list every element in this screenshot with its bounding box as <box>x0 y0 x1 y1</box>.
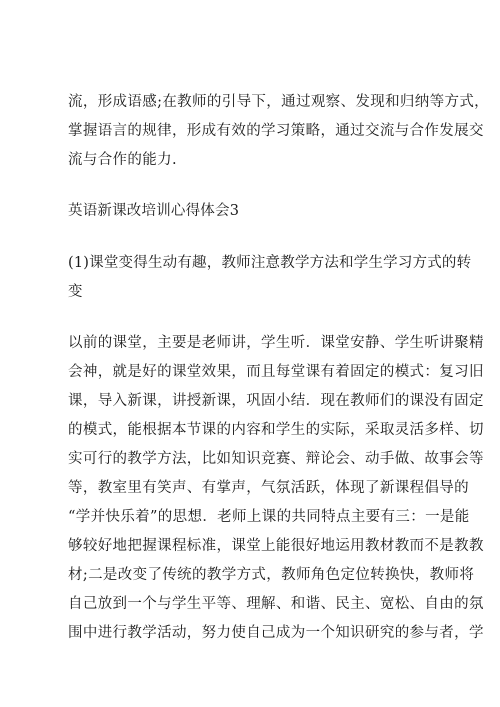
body-line-5: 实可行的教学方法，比如知识竞赛、辩论会、动手做、故事会等 <box>68 451 484 467</box>
intro-line-3: 流与合作的能力. <box>68 152 177 168</box>
body-line-8: 够较好地把握课程标准，课堂上能很好地运用教材教而不是教教 <box>68 538 484 554</box>
subheading-line-2: 变 <box>68 284 83 300</box>
body-line-6: 等，教室里有笑声、有掌声，气氛活跃，体现了新课程倡导的 <box>68 480 469 496</box>
section-title: 英语新课改培训心得体会3 <box>68 203 240 219</box>
body-line-7: “学并快乐着”的思想．老师上课的共同特点主要有三：一是能 <box>68 509 470 525</box>
body-line-4: 的模式，能根据本节课的内容和学生的实际，采取灵活多样、切 <box>68 422 484 438</box>
body-line-2: 会神，就是好的课堂效果，而且每堂课有着固定的模式：复习旧 <box>68 364 484 380</box>
intro-line-1: 流，形成语感;在教师的引导下，通过观察、发现和归纳等方式， <box>68 94 490 110</box>
intro-line-2: 掌握语言的规律，形成有效的学习策略，通过交流与合作发展交 <box>68 123 484 139</box>
body-line-11: 围中进行教学活动，努力使自己成为一个知识研究的参与者，学 <box>68 625 484 641</box>
body-line-9: 材;二是改变了传统的教学方式，教师角色定位转换快，教师将 <box>68 567 475 583</box>
body-line-3: 课，导入新课，讲授新课，巩固小结．现在教师们的课没有固定 <box>68 393 484 409</box>
body-line-10: 自己放到一个与学生平等、理解、和谐、民主、宽松、自由的氛 <box>68 596 484 612</box>
body-line-1: 以前的课堂，主要是老师讲，学生听．课堂安静、学生听讲聚精 <box>68 335 484 351</box>
subheading-line-1: (1)课堂变得生动有趣，教师注意教学方法和学生学习方式的转 <box>68 255 472 271</box>
